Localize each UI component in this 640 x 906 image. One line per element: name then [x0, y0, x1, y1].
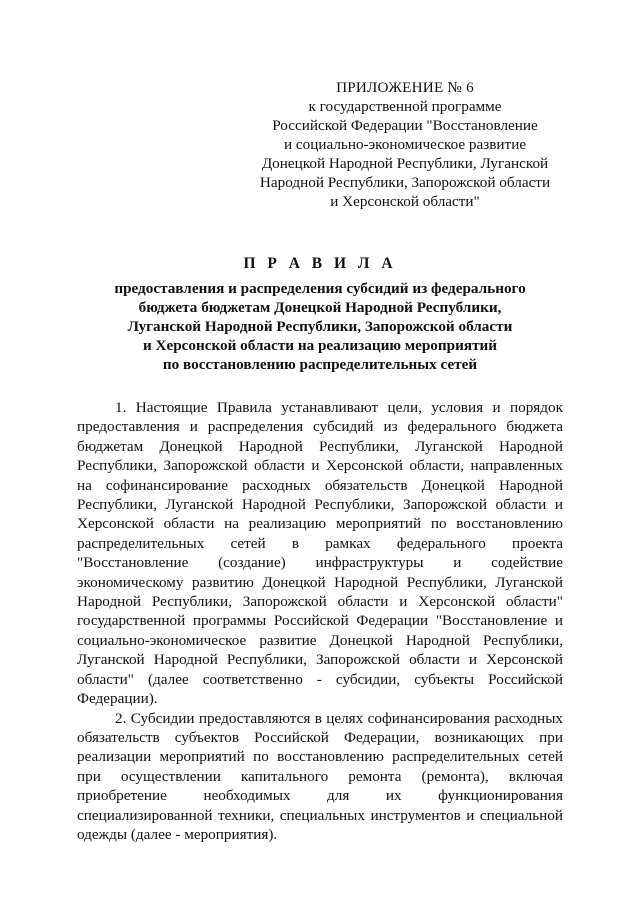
subtitle-line: по восстановлению распределительных сетей — [162, 356, 478, 373]
appendix-title: ПРИЛОЖЕНИЕ № 6 — [336, 79, 474, 96]
appendix-line: и социально-экономическое развитие — [283, 136, 527, 153]
subtitle-line: предоставления и распределения субсидий из федерального — [114, 280, 526, 297]
document-body — [77, 398, 563, 844]
appendix-line: Донецкой Народной Республики, Луганской — [261, 155, 549, 172]
subtitle-line: Луганской Народной Республики, Запорожской области — [127, 318, 513, 335]
paragraph-1: 1. Настоящие Правила устанавливают цели, условия и порядок предоставления и распределения субсидий из федерального бюджета бюджетам Донецкой Народной Республики, Луганской Народной Республики, Запорожской области и Херсонской области, направленных на софинансирование расходных обязательств Донецкой Народной Республики, Луганской Народной Республики, Запорожской области и Херсонской области на реализацию мероприятий по восстановлению распределительных сетей в рамках федерального проекта "Восстановление (создание) инфраструктуры и содействие экономическому развитию Донецкой Народной Республики, Луганской Народной Республики, Запорожской области и Херсонской области" государственной программы Российской Федерации "Восстановление и социально-экономическое развитие Донецкой Народной Республики, Луганской Народной Республики, Запорожской области и Херсонской области" (далее соответственно - субсидии, субъекты Российской Федерации). — [77, 399, 563, 708]
paragraph-2: 2. Субсидии предоставляются в целях софинансирования расходных обязательств субъектов Российской Федерации, возникающих при реализации мероприятий по восстановлению распределительных сетей при осуществлении капитального ремонта (ремонта), включая приобретение необходимых для их функционирования специализированной техники, специальных инструментов и специальной одежды (далее - мероприятия). — [77, 709, 563, 843]
subtitle-line: и Херсонской области на реализацию мероприятий — [142, 337, 498, 354]
document-subtitle — [100, 279, 540, 374]
appendix-line: к государственной программе — [308, 98, 502, 115]
subtitle-line: бюджета бюджетам Донецкой Народной Республики, — [138, 299, 502, 316]
appendix-line: Народной Республики, Запорожской области — [259, 174, 551, 191]
appendix-line: и Херсонской области" — [330, 193, 480, 210]
appendix-header — [250, 78, 560, 211]
appendix-line: Российской Федерации "Восстановление — [272, 117, 538, 134]
document-title: П Р А В И Л А — [243, 255, 397, 272]
